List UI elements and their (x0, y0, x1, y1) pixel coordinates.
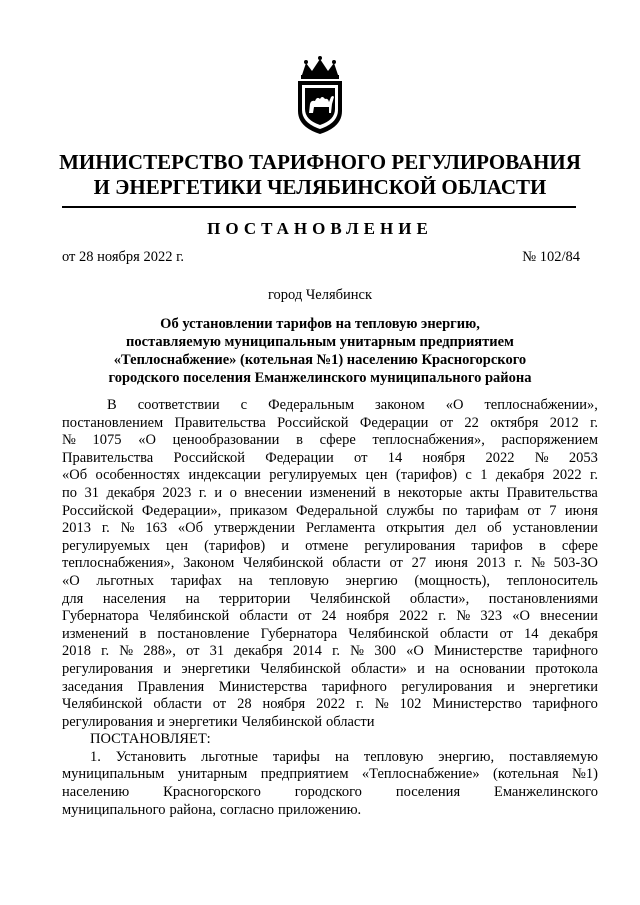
word: и (281, 537, 289, 554)
word: некоторые (397, 484, 463, 501)
word: постановлением (62, 414, 164, 431)
word: энергетики (168, 713, 238, 730)
word: 323 (480, 608, 503, 625)
word: № (531, 555, 545, 572)
word: 2018 (62, 643, 91, 660)
word: г. (356, 696, 364, 713)
word: Губернатора (260, 625, 338, 642)
word: на (185, 590, 200, 607)
word: 503-ЗО (553, 555, 598, 572)
word: с (465, 467, 472, 484)
word: «О (62, 572, 80, 589)
word: заседания (62, 678, 124, 695)
word: на (334, 748, 350, 765)
text-line (62, 503, 598, 521)
word: муниципального (62, 801, 166, 818)
word: от (212, 696, 227, 713)
coat-of-arms-icon (290, 55, 350, 135)
word: 288», (143, 643, 176, 660)
word: Министерство (432, 696, 522, 713)
word: в (296, 432, 303, 449)
word: и (506, 678, 515, 695)
word: населения (102, 590, 166, 607)
word: внесении (540, 608, 598, 625)
word: (мощность), (414, 572, 491, 589)
word: льготных (96, 572, 155, 589)
word: Челябинской (348, 625, 429, 642)
word: от (439, 414, 454, 431)
word: 28 (237, 696, 252, 713)
word: № (534, 449, 549, 466)
word: поставляемую (508, 748, 598, 765)
word: Правительства (62, 449, 154, 466)
word: г. (514, 555, 523, 572)
word: от (389, 555, 403, 572)
word: 163 (145, 520, 168, 537)
word: от (298, 608, 312, 625)
text-line (62, 485, 598, 503)
word: от (354, 449, 368, 466)
text-line (62, 749, 598, 767)
word: по (62, 484, 78, 501)
word: 31 (209, 643, 225, 660)
word: 2012 (549, 414, 579, 431)
word: г. (590, 467, 598, 484)
resolves-text: ПОСТАНОВЛЯЕТ: (90, 731, 211, 748)
word: октября (490, 414, 539, 431)
document-city: город Челябинск (267, 287, 373, 303)
word: Правительства (506, 484, 598, 501)
word: дел (455, 520, 477, 537)
word: теплоснабжения», (62, 555, 175, 572)
word: Губернатора (62, 608, 139, 625)
ministry-name-line-1: МИНИСТЕРСТВО ТАРИФНОГО РЕГУЛИРОВАНИЯ (59, 150, 581, 174)
word: распоряжением (501, 432, 598, 449)
word: «О (138, 432, 156, 449)
word: установлении (512, 520, 598, 537)
text-line (62, 573, 598, 591)
word: г. (101, 520, 110, 537)
word: 2022 (316, 696, 346, 713)
word: тепловую (363, 748, 424, 765)
word: унитарным (177, 766, 248, 783)
word: г. (332, 643, 340, 660)
word: территории (219, 590, 291, 607)
word: в (538, 537, 546, 554)
word: № (456, 608, 471, 625)
coat-of-arms-emblem (290, 55, 350, 135)
word: поселения (395, 784, 461, 801)
word: муниципальным (62, 766, 165, 783)
word: Установить (115, 748, 187, 765)
word: ноября (262, 696, 306, 713)
word: изменений (62, 625, 129, 642)
word: Федеральной (295, 502, 378, 519)
word: населению (62, 784, 130, 801)
word: 1. (90, 748, 101, 765)
word: № (350, 643, 365, 660)
title-line: «Теплоснабжение» (котельная №1) населению Красногорского (113, 352, 527, 368)
word: №1) (572, 766, 598, 783)
word: в (139, 625, 147, 642)
word: согласно (220, 801, 275, 818)
word: Правления (137, 678, 205, 695)
word: г. (198, 484, 207, 501)
title-line: городского поселения Еманжелинского муниципального района (108, 370, 532, 386)
word: утверждении (213, 520, 296, 537)
word: «О (512, 608, 531, 625)
word: 2014 (292, 643, 322, 660)
word: основании (459, 660, 526, 677)
word: области (439, 625, 489, 642)
word: (котельная (492, 766, 559, 783)
text-line (62, 608, 598, 626)
text-line (62, 643, 598, 661)
word: области» (351, 660, 407, 677)
word: Российской (277, 414, 349, 431)
title-line: Об установлении тарифов на тепловую энергию, (160, 316, 480, 332)
word: регулируемых (62, 537, 150, 554)
text-line (62, 626, 598, 644)
text-line (62, 679, 598, 697)
word: регулирования (62, 713, 154, 730)
word: области», (409, 590, 470, 607)
word: «Об (62, 467, 88, 484)
resolves-heading (62, 731, 598, 749)
header-divider (62, 206, 576, 208)
word: теплоснабжении», (484, 397, 598, 413)
word: Федерации», (141, 502, 222, 519)
word: 102 (399, 696, 422, 713)
word: протокола (535, 660, 598, 677)
word: ноября (422, 449, 466, 466)
word: в (383, 484, 391, 501)
word: тарифного (532, 696, 598, 713)
text-line (62, 467, 598, 485)
word: от (527, 502, 541, 519)
word: тепловую (269, 572, 329, 589)
word: Законом (183, 555, 235, 572)
text-line (62, 538, 598, 556)
word: области (332, 555, 381, 572)
word: энергию, (438, 748, 495, 765)
word: регулирования (401, 678, 493, 695)
word: Министерства (218, 678, 308, 695)
word: Челябинской (309, 590, 391, 607)
word: и (157, 713, 165, 730)
word: района, (169, 801, 217, 818)
word: приложению. (278, 801, 362, 818)
word: регулирования (364, 537, 456, 554)
word: г. (590, 414, 598, 431)
text-line (62, 784, 598, 802)
word: № (119, 643, 134, 660)
word: для (62, 590, 84, 607)
word: 1075 (92, 432, 122, 449)
word: «Об (177, 520, 204, 537)
word: законом (375, 397, 425, 413)
word: Челябинской (148, 608, 230, 625)
word: 2022 (485, 449, 515, 466)
word: (тарифов) (395, 467, 458, 484)
word: с (240, 397, 248, 413)
text-line (62, 555, 598, 573)
word: 24 (321, 608, 337, 625)
item-1-paragraph (62, 749, 598, 819)
word: энергетики (181, 660, 251, 677)
document-number: № 102/84 (522, 249, 580, 265)
word: акты (469, 484, 500, 501)
preamble-paragraph (62, 397, 598, 731)
word: сфере (561, 537, 598, 554)
word: регулируемых (269, 467, 358, 484)
word: Регламента (305, 520, 376, 537)
word: декабря (495, 467, 545, 484)
word: области (153, 696, 202, 713)
text-line (62, 661, 598, 679)
word: тарифов (471, 537, 523, 554)
text-line (62, 766, 598, 784)
ministry-name (40, 150, 600, 200)
word: энергетики (529, 678, 598, 695)
word: декабря (549, 625, 598, 642)
word: 22 (464, 414, 479, 431)
word: на (435, 660, 450, 677)
word: постановление (157, 625, 250, 642)
word: 27 (411, 555, 427, 572)
text-line (62, 520, 598, 538)
word: 2053 (568, 449, 598, 466)
word: декабря (234, 643, 283, 660)
word: Федерации (265, 449, 334, 466)
word: ноября (346, 608, 389, 625)
text-line (62, 591, 598, 609)
word: 14 (523, 625, 539, 642)
word: цен (166, 537, 188, 554)
word: тарифы (272, 748, 320, 765)
word: Российской (173, 449, 245, 466)
word: г. (438, 608, 447, 625)
word: льготные (201, 748, 258, 765)
word: городского (294, 784, 362, 801)
word: Правительства (174, 414, 266, 431)
word: особенностях (95, 467, 181, 484)
word: теплоснабжения», (372, 432, 485, 449)
word: № (120, 520, 135, 537)
word: на (238, 572, 253, 589)
word: цен (365, 467, 388, 484)
word: от (499, 625, 513, 642)
word: и (417, 660, 425, 677)
word: 2023 (162, 484, 192, 501)
title-line: поставляемую муниципальным унитарным предприятием (126, 334, 514, 350)
word: соответствии (137, 397, 220, 413)
word: июня (434, 555, 468, 572)
word: Министерстве (434, 643, 523, 660)
word: постановлениями (488, 590, 598, 607)
word: Российской (62, 502, 134, 519)
word: Челябинской (241, 713, 322, 730)
word: регулирования (62, 660, 154, 677)
word: по (442, 502, 458, 519)
word: «О (406, 643, 424, 660)
word: области (239, 608, 288, 625)
word: энергию (345, 572, 398, 589)
word: службы (386, 502, 435, 519)
word: Челябинской (62, 696, 143, 713)
word: тарифам (465, 502, 519, 519)
word: июня (564, 502, 598, 519)
word: г. (101, 643, 110, 660)
word: изменений (309, 484, 376, 501)
word: № (62, 432, 76, 449)
word: Федеральным (268, 397, 354, 413)
ministry-name-line-2: И ЭНЕРГЕТИКИ ЧЕЛЯБИНСКОЙ ОБЛАСТИ (93, 175, 547, 199)
word: индексации (188, 467, 261, 484)
word: ценообразовании (172, 432, 280, 449)
text-line (62, 696, 598, 714)
document-date: от 28 ноября 2022 г. (62, 249, 185, 265)
word: Еманжелинского (494, 784, 598, 801)
word: 300 (374, 643, 396, 660)
word: тарифах (170, 572, 222, 589)
word: 14 (387, 449, 403, 466)
word: 2022 (399, 608, 429, 625)
text-line (62, 714, 598, 732)
text-line (62, 415, 598, 433)
word: открытия (386, 520, 445, 537)
text-line (62, 432, 598, 450)
word: № (374, 696, 389, 713)
document-type: ПОСТАНОВЛЕНИЕ (207, 219, 433, 238)
word: о (229, 484, 237, 501)
text-line (62, 802, 598, 820)
document-body (62, 397, 598, 819)
text-line (62, 397, 598, 415)
word: внесении (244, 484, 303, 501)
word: Челябинской (260, 660, 341, 677)
word: сфере (319, 432, 356, 449)
word: Федерации (359, 414, 429, 431)
word: тарифного (532, 643, 598, 660)
word: 1 (480, 467, 488, 484)
word: об (487, 520, 502, 537)
document-title (62, 315, 578, 387)
word: предприятием (260, 766, 349, 783)
word: (тарифов) (204, 537, 266, 554)
word: области (325, 713, 375, 730)
word: приказом (229, 502, 288, 519)
word: 2013 (62, 520, 91, 537)
word: и (214, 484, 223, 501)
word: «Теплоснабжение» (361, 766, 480, 783)
word: В (107, 397, 117, 413)
word: декабря (106, 484, 155, 501)
word: тарифного (321, 678, 387, 695)
word: отмене (305, 537, 349, 554)
word: «О (445, 397, 464, 413)
word: 31 (84, 484, 100, 501)
word: от (186, 643, 200, 660)
word: Красногорского (163, 784, 261, 801)
text-line (62, 450, 598, 468)
word: 2013 (476, 555, 506, 572)
word: 2022 (552, 467, 582, 484)
word: 7 (549, 502, 557, 519)
word: и (163, 660, 172, 677)
word: теплоноситель (506, 572, 598, 589)
word: Челябинской (243, 555, 324, 572)
